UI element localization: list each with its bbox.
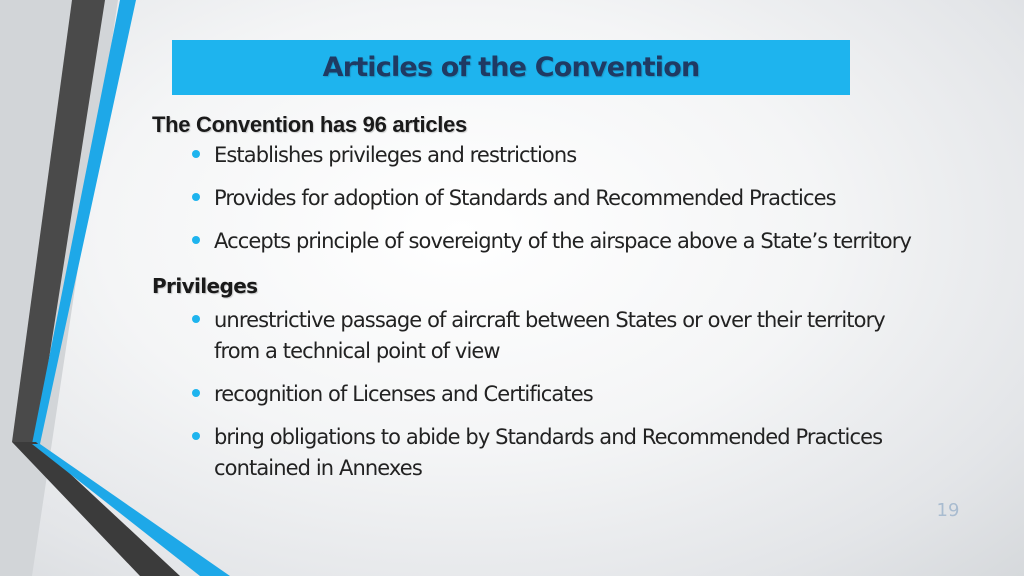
bullet-dot-icon <box>192 389 200 397</box>
bullet-text: bring obligations to abide by Standards and Recommended Practices contained in Annexes <box>214 425 883 480</box>
section-heading-privileges: Privileges <box>152 274 258 298</box>
bullet-dot-icon <box>192 236 200 244</box>
bullet-text: Accepts principle of sovereignty of the airspace above a State’s territory <box>214 229 911 253</box>
section-heading-articles: The Convention has 96 articles <box>152 112 467 137</box>
list-item <box>214 226 912 257</box>
list-item <box>214 183 912 214</box>
bullet-dot-icon <box>192 193 200 201</box>
list-item <box>214 379 912 410</box>
slide-content <box>152 110 912 484</box>
bullet-text: Establishes privileges and restrictions <box>214 143 577 167</box>
page-number: 19 <box>936 500 960 521</box>
title-bar <box>172 40 850 95</box>
bullet-dot-icon <box>192 150 200 158</box>
bullet-dot-icon <box>192 315 200 323</box>
list-item <box>214 140 912 171</box>
list-item <box>214 422 912 484</box>
bullet-dot-icon <box>192 432 200 440</box>
privileges-bullet-list <box>152 305 912 484</box>
slide-title: Articles of the Convention <box>322 52 700 83</box>
bullet-text: unrestrictive passage of aircraft between States or over their territory from a technical point of view <box>214 308 885 363</box>
list-item <box>214 305 912 367</box>
bullet-text: Provides for adoption of Standards and Recommended Practices <box>214 186 836 210</box>
articles-bullet-list <box>152 140 912 257</box>
bullet-text: recognition of Licenses and Certificates <box>214 382 593 406</box>
